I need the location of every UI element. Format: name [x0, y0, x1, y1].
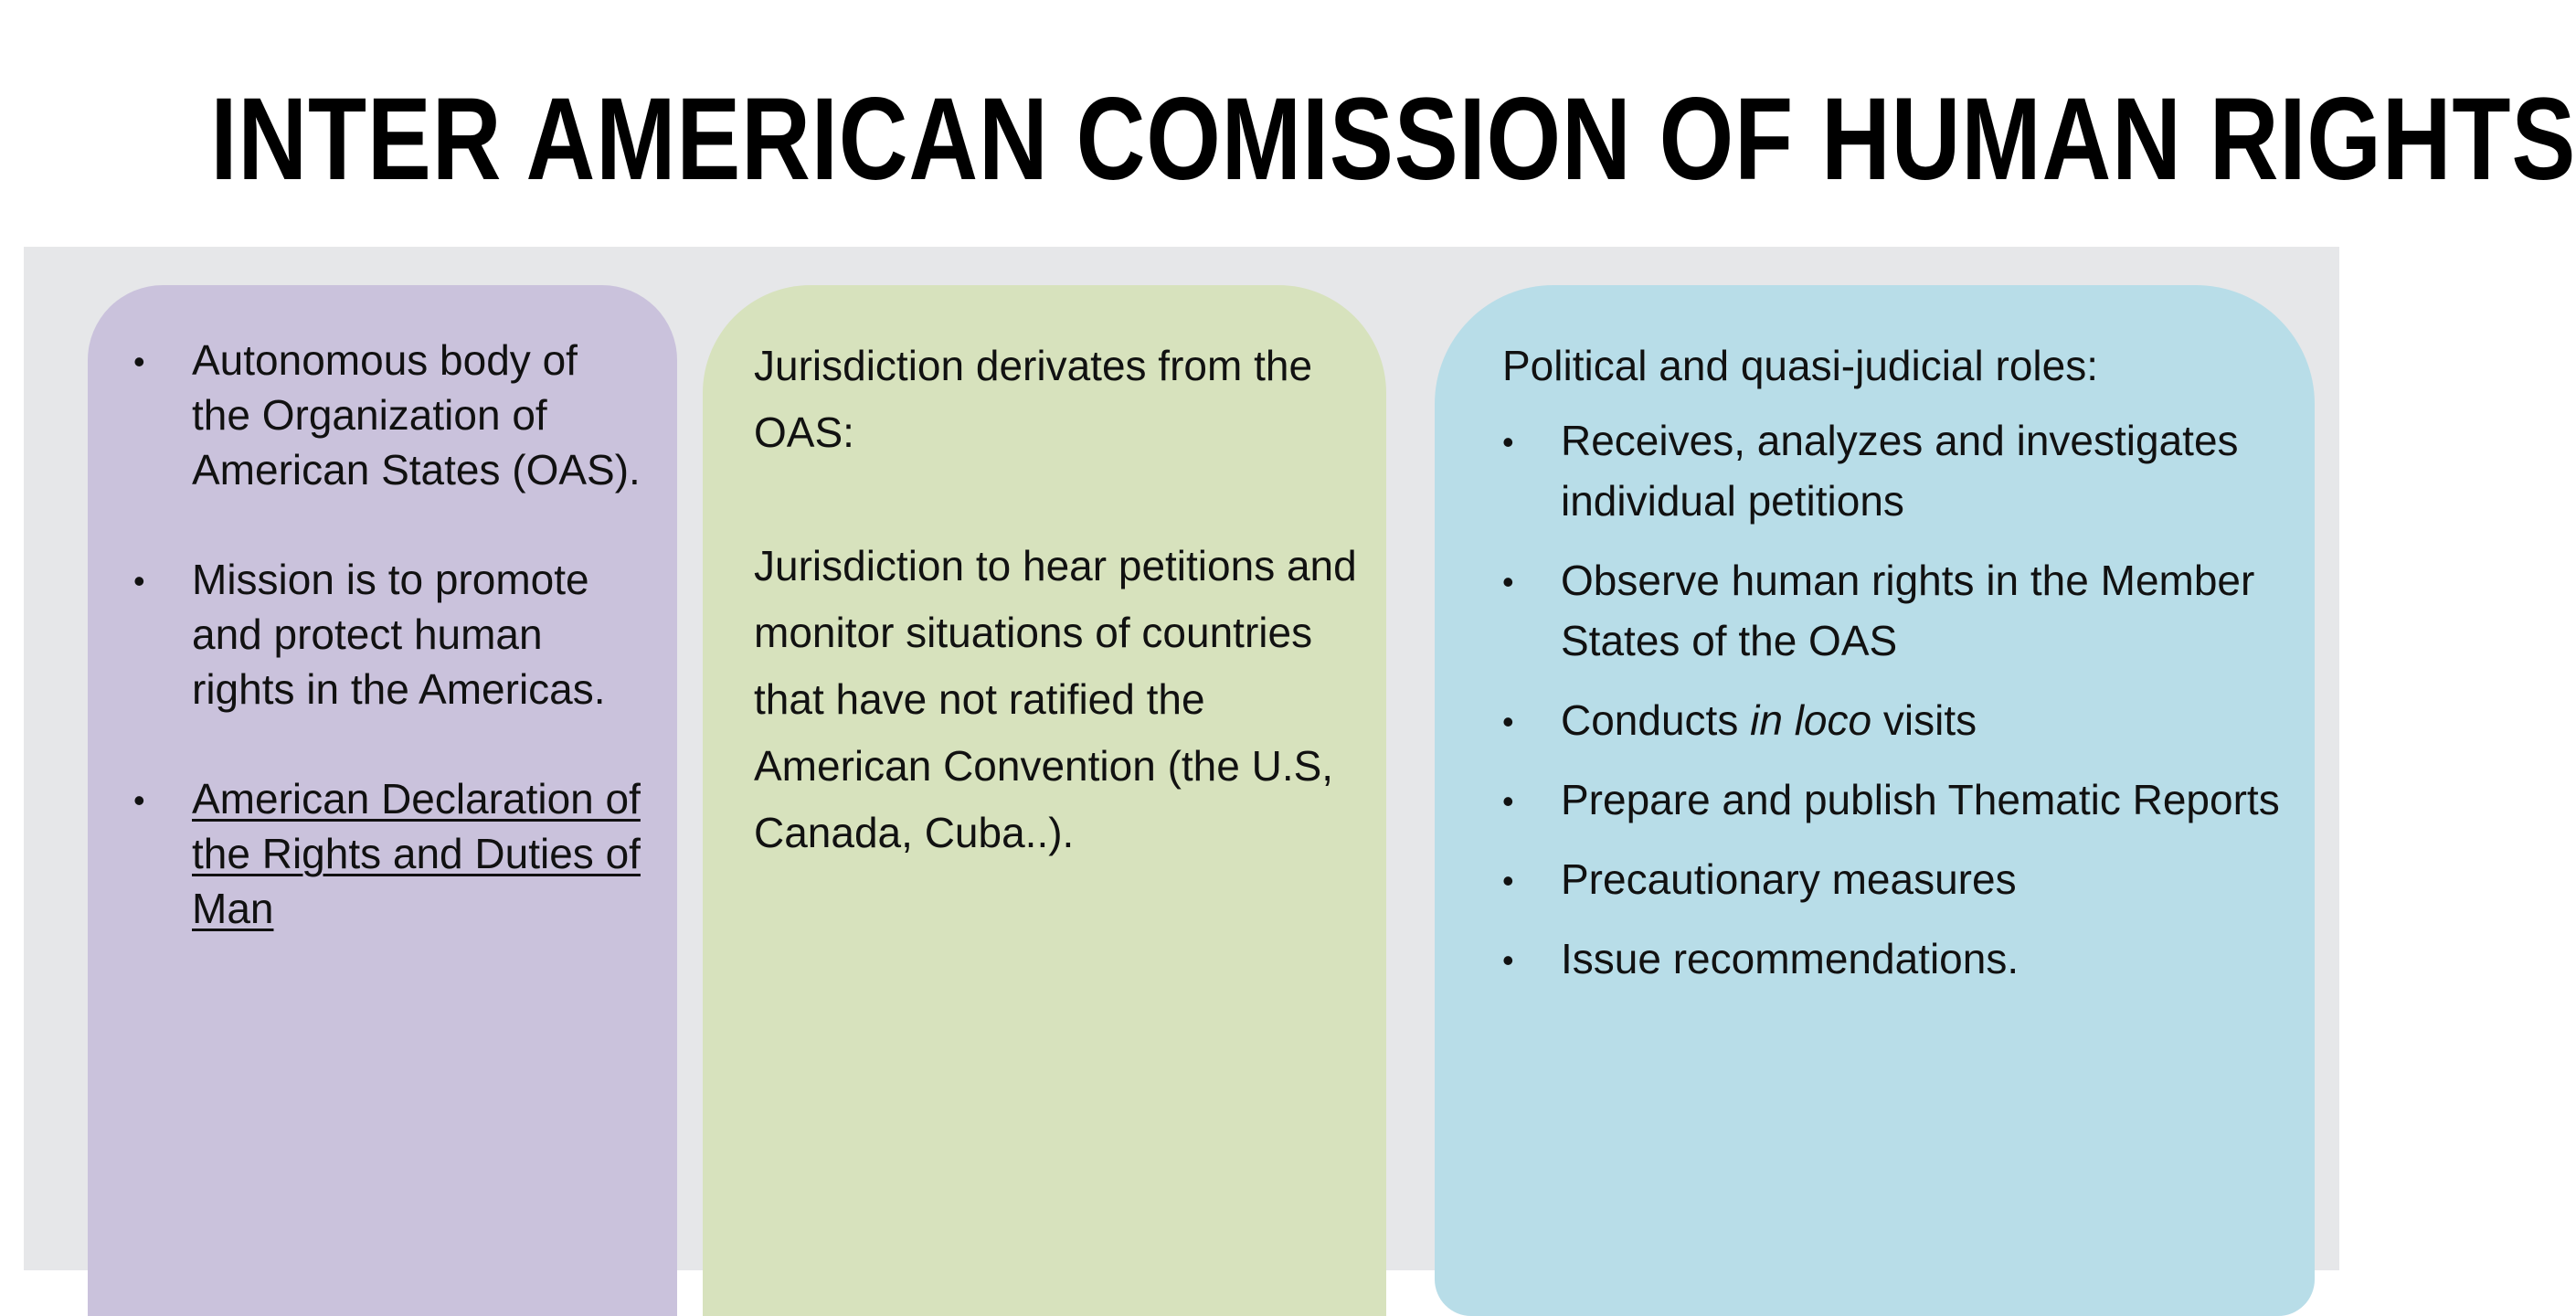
bullet-icon: •	[1502, 423, 1514, 461]
list-item-text-italic: in loco	[1750, 696, 1872, 744]
bullet-icon: •	[1502, 862, 1514, 899]
slide-title: INTER AMERICAN COMISSION OF HUMAN RIGHTS	[210, 74, 2576, 205]
list-item	[1502, 849, 2288, 909]
bullet-icon: •	[133, 343, 145, 380]
list-item-text: Autonomous body of the Organization of American States (OAS).	[192, 336, 641, 494]
american-declaration-link[interactable]: American Declaration of the Rights and Duties of Man	[192, 775, 641, 932]
list-item	[1502, 410, 2288, 531]
list-item-text: Prepare and publish Thematic Reports	[1561, 776, 2280, 823]
roles-list	[1502, 410, 2288, 989]
list-item-text: Receives, analyzes and investigates individual petitions	[1561, 417, 2239, 525]
list-item-text: Issue recommendations.	[1561, 935, 2019, 982]
list-item-text-suffix: visits	[1871, 696, 1977, 744]
list-item[interactable]	[133, 771, 645, 936]
list-item	[133, 552, 645, 716]
oas-body-card	[88, 285, 677, 1316]
list-item-text: Observe human rights in the Member States of the OAS	[1561, 557, 2255, 664]
list-item	[1502, 550, 2288, 671]
bullet-icon: •	[1502, 782, 1514, 820]
list-item-text-prefix: Conducts	[1561, 696, 1751, 744]
list-item	[133, 333, 645, 497]
bullet-icon: •	[133, 562, 145, 600]
jurisdiction-text	[754, 333, 1357, 933]
roles-heading: Political and quasi-judicial roles:	[1502, 342, 2098, 389]
list-item	[1502, 769, 2288, 830]
jurisdiction-intro: Jurisdiction derivates from the OAS:	[754, 342, 1313, 456]
list-item	[1502, 690, 2288, 750]
bullet-icon: •	[133, 781, 145, 819]
jurisdiction-card	[703, 285, 1386, 1316]
jurisdiction-detail: Jurisdiction to hear petitions and monitor situations of countries that have not ratified the American Convention (the U.S, Canada, Cuba..).	[754, 542, 1357, 856]
bullet-icon: •	[1502, 941, 1514, 979]
roles-content	[1502, 333, 2288, 1008]
bullet-icon: •	[1502, 703, 1514, 740]
list-item-text: Mission is to promote and protect human rights in the Americas.	[192, 556, 606, 713]
oas-body-list	[133, 333, 645, 991]
bullet-icon: •	[1502, 563, 1514, 600]
list-item-text: Precautionary measures	[1561, 855, 2017, 903]
roles-card	[1435, 285, 2315, 1316]
list-item	[1502, 929, 2288, 989]
